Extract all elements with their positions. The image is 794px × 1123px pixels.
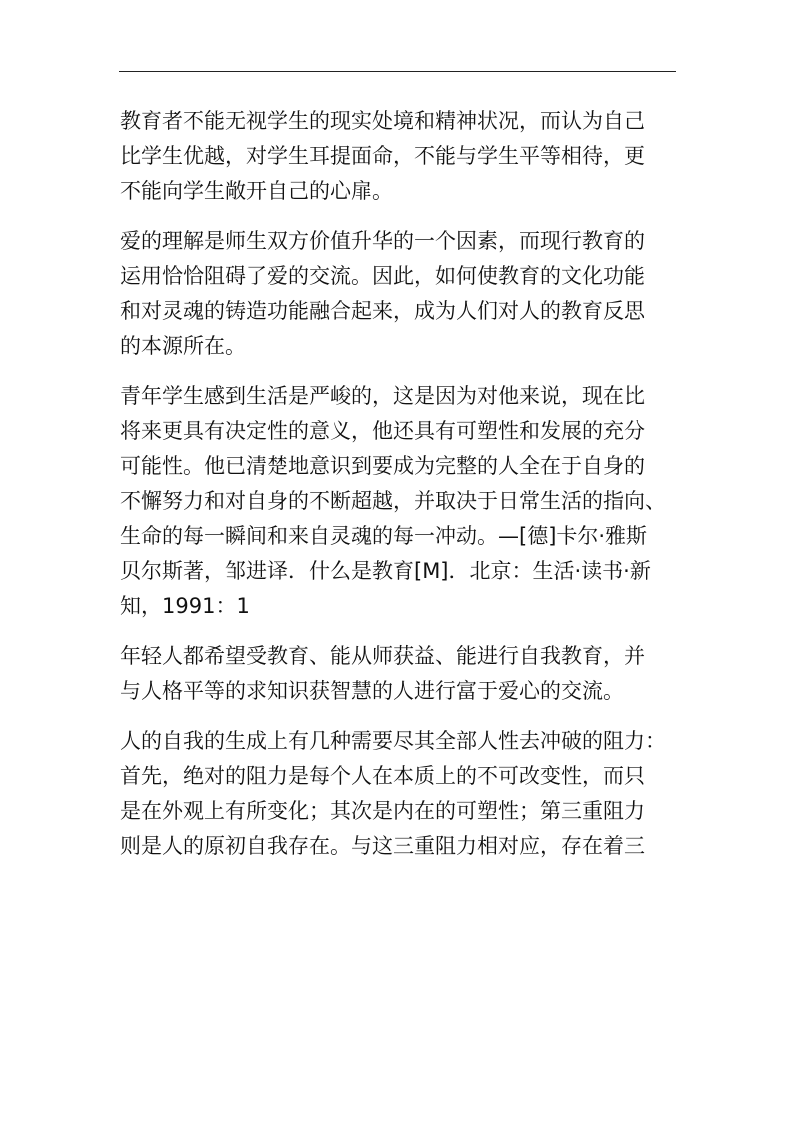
paragraph bbox=[120, 379, 676, 624]
text-line: 不能向学生敞开自己的心扉。 bbox=[120, 179, 393, 203]
paragraph bbox=[120, 104, 676, 209]
text-line: 首先，绝对的阻力是每个人在本质上的不可改变性，而只 bbox=[120, 764, 645, 788]
text-line: 爱的理解是师生双方价值升华的一个因素，而现行教育的 bbox=[120, 229, 645, 253]
text-line: 年轻人都希望受教育、能从师获益、能进行自我教育，并 bbox=[120, 644, 645, 668]
text-line: 比学生优越，对学生耳提面命，不能与学生平等相待，更 bbox=[120, 144, 645, 168]
header-rule bbox=[119, 71, 676, 72]
document-body bbox=[120, 104, 676, 879]
text-line: 则是人的原初自我存在。与这三重阻力相对应，存在着三 bbox=[120, 834, 645, 858]
paragraph bbox=[120, 724, 676, 864]
text-line: 贝尔斯著，邹进译．什么是教育[M]．北京：生活·读书·新 bbox=[120, 559, 651, 583]
text-line: 与人格平等的求知识获智慧的人进行富于爱心的交流。 bbox=[120, 679, 624, 703]
text-line: 知，1991：1 bbox=[120, 594, 250, 618]
text-line: 不懈努力和对自身的不断超越，并取决于日常生活的指向、 bbox=[120, 489, 666, 513]
text-line: 可能性。他已清楚地意识到要成为完整的人全在于自身的 bbox=[120, 454, 645, 478]
text-line: 运用恰恰阻碍了爱的交流。因此，如何使教育的文化功能 bbox=[120, 264, 645, 288]
text-line: 教育者不能无视学生的现实处境和精神状况，而认为自己 bbox=[120, 109, 645, 133]
paragraph bbox=[120, 639, 676, 709]
text-line: 人的自我的生成上有几种需要尽其全部人性去冲破的阻力： bbox=[120, 729, 666, 753]
text-line: 生命的每一瞬间和来自灵魂的每一冲动。—[德]卡尔·雅斯 bbox=[120, 524, 648, 548]
text-line: 将来更具有决定性的意义，他还具有可塑性和发展的充分 bbox=[120, 419, 645, 443]
paragraph bbox=[120, 224, 676, 364]
text-line: 是在外观上有所变化；其次是内在的可塑性；第三重阻力 bbox=[120, 799, 645, 823]
text-line: 和对灵魂的铸造功能融合起来，成为人们对人的教育反思 bbox=[120, 299, 645, 323]
text-line: 青年学生感到生活是严峻的，这是因为对他来说，现在比 bbox=[120, 384, 645, 408]
text-line: 的本源所在。 bbox=[120, 334, 246, 358]
